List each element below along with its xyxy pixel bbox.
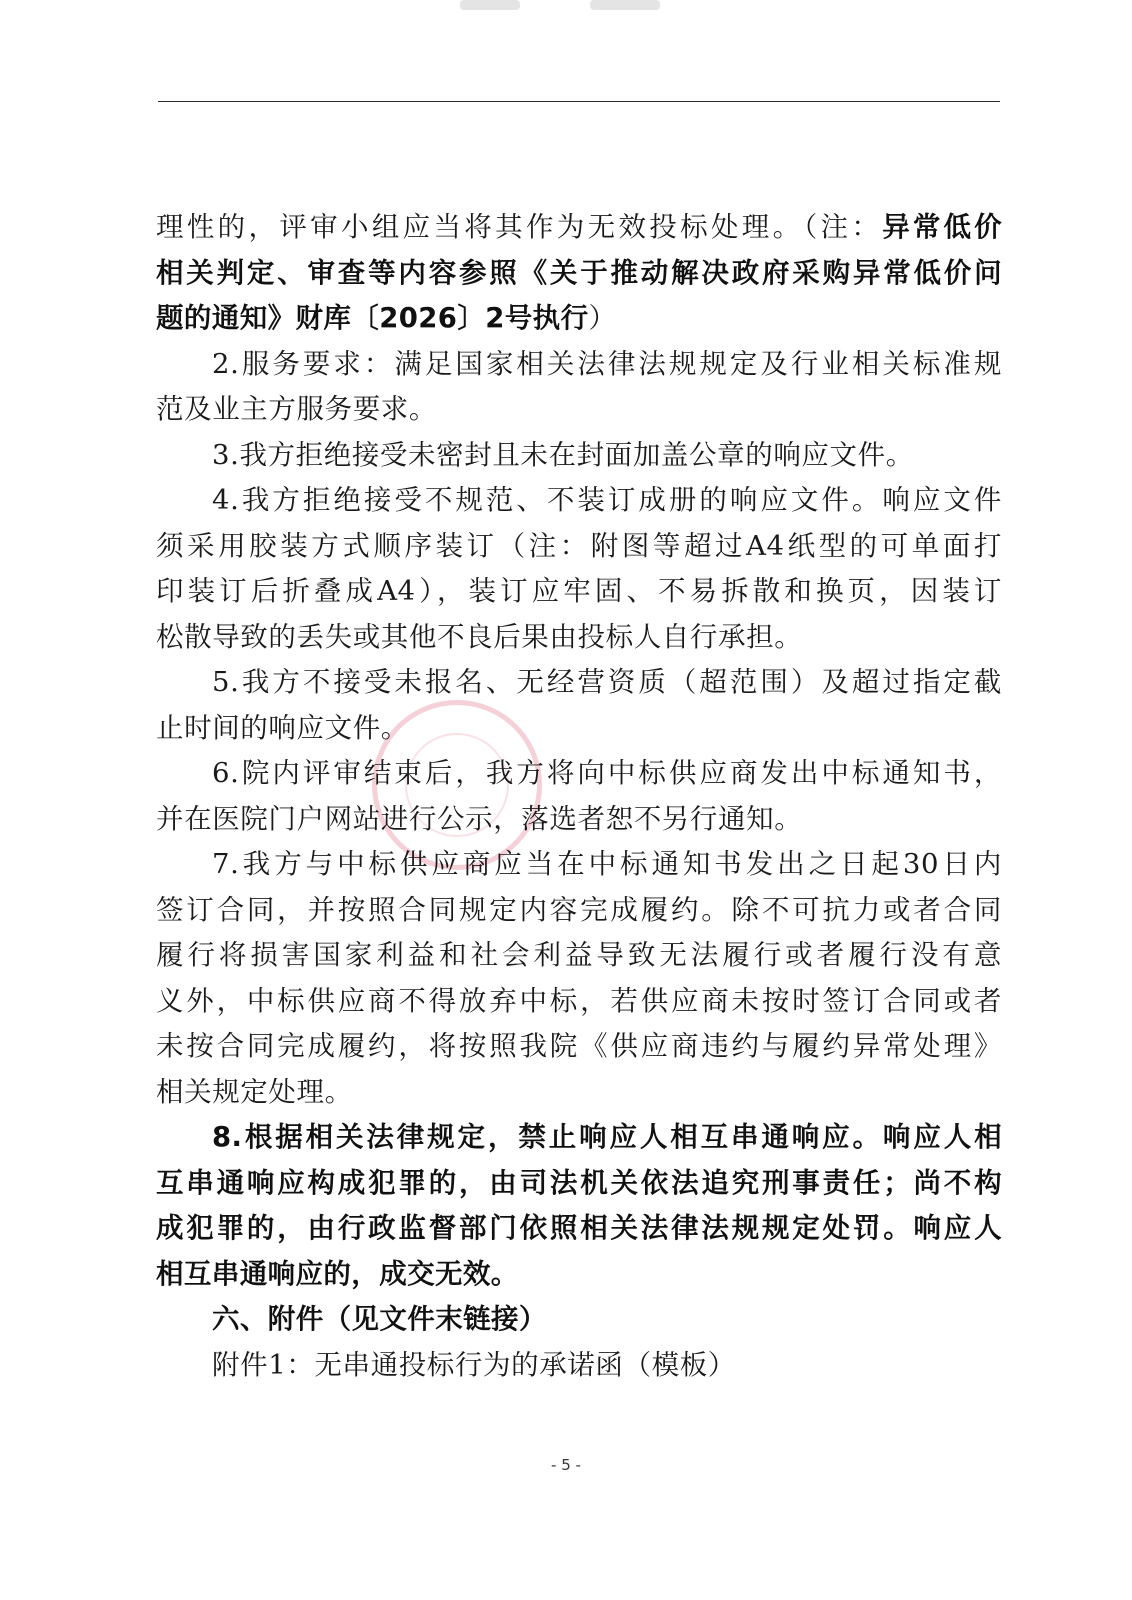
text-line — [156, 569, 1002, 615]
text-line — [156, 296, 1002, 342]
text-segment: 止时间的响应文件。 — [156, 711, 409, 744]
text-line — [156, 387, 1002, 433]
text-segment: 7.我方与中标供应商应当在中标通知书发出之日起30日内 — [212, 848, 1002, 880]
text-line — [156, 751, 1002, 797]
text-segment: 印装订后折叠成A4），装订应牢固、不易拆散和换页，因装订 — [156, 575, 1002, 607]
bold-text-segment: 题的通知》财库〔2026〕2号执行 — [156, 302, 589, 334]
text-line — [156, 1343, 1002, 1389]
text-segment: 签订合同，并按照合同规定内容完成履约。除不可抗力或者合同 — [156, 893, 1002, 926]
text-line — [156, 524, 1002, 570]
bold-text-segment: 8.根据相关法律规定，禁止响应人相互串通响应。响应人相 — [212, 1121, 1002, 1153]
text-line — [156, 979, 1002, 1025]
text-line — [156, 251, 1002, 297]
text-segment: 未按合同完成履约，将按照我院《供应商违约与履约异常处理》 — [156, 1030, 1002, 1062]
text-line — [156, 842, 1002, 888]
text-line — [156, 1115, 1002, 1161]
text-line — [156, 1024, 1002, 1070]
text-line — [156, 1206, 1002, 1252]
text-line — [156, 433, 1002, 479]
text-segment: 并在医院门户网站进行公示，落选者恕不另行通知。 — [156, 802, 803, 835]
text-segment: 附件1：无串通投标行为的承诺函（模板） — [212, 1348, 736, 1381]
text-line — [156, 1070, 1002, 1116]
text-segment: ） — [588, 302, 617, 334]
text-segment: 3.我方拒绝接受未密封且未在封面加盖公章的响应文件。 — [212, 438, 914, 471]
text-line — [156, 1297, 1002, 1343]
text-line — [156, 706, 1002, 752]
text-line — [156, 1252, 1002, 1298]
text-line — [156, 797, 1002, 843]
bold-text-segment: （见文件末链接） — [323, 1303, 547, 1335]
text-segment: 松散导致的丢失或其他不良后果由投标人自行承担。 — [156, 620, 803, 653]
text-segment: 须采用胶装方式顺序装订（注：附图等超过A4纸型的可单面打 — [156, 529, 1002, 562]
text-segment: 相关规定处理。 — [156, 1075, 353, 1108]
bold-text-segment: 互串通响应构成犯罪的，由司法机关依法追究刑事责任；尚不构 — [156, 1166, 1002, 1199]
bold-text-segment: 六、附件 — [212, 1303, 324, 1335]
bold-text-segment: 异常低价 — [882, 211, 1002, 243]
text-line — [156, 615, 1002, 661]
text-line — [156, 1161, 1002, 1207]
bold-text-segment: 成犯罪的，由行政监督部门依照相关法律法规规定处罚。响应人 — [156, 1212, 1002, 1244]
text-segment: 5.我方不接受未报名、无经营资质（超范围）及超过指定截 — [212, 666, 1002, 698]
text-segment: 义外，中标供应商不得放弃中标，若供应商未按时签订合同或者 — [156, 984, 1002, 1017]
bold-text-segment: 相互串通响应的，成交无效。 — [156, 1257, 519, 1290]
text-segment: 2.服务要求：满足国家相关法律法规规定及行业相关标准规 — [212, 347, 1002, 380]
text-line — [156, 478, 1002, 524]
scan-artifact — [460, 0, 680, 22]
text-segment: 4.我方拒绝接受不规范、不装订成册的响应文件。响应文件 — [212, 484, 1002, 516]
text-line — [156, 888, 1002, 934]
text-line — [156, 660, 1002, 706]
text-segment: 6.院内评审结束后，我方将向中标供应商发出中标通知书， — [212, 757, 1002, 789]
text-line — [156, 342, 1002, 388]
header-rule — [158, 101, 1000, 102]
body-text — [156, 205, 1002, 1388]
text-line — [156, 205, 1002, 251]
text-segment: 范及业主方服务要求。 — [156, 393, 437, 425]
bold-text-segment: 相关判定、审查等内容参照《关于推动解决政府采购异常低价问 — [156, 256, 1002, 289]
text-line — [156, 933, 1002, 979]
text-segment: 履行将损害国家利益和社会利益导致无法履行或者履行没有意 — [156, 939, 1002, 971]
text-segment: 理性的，评审小组应当将其作为无效投标处理。（注： — [156, 211, 883, 243]
page-number: - 5 - — [551, 1456, 581, 1474]
